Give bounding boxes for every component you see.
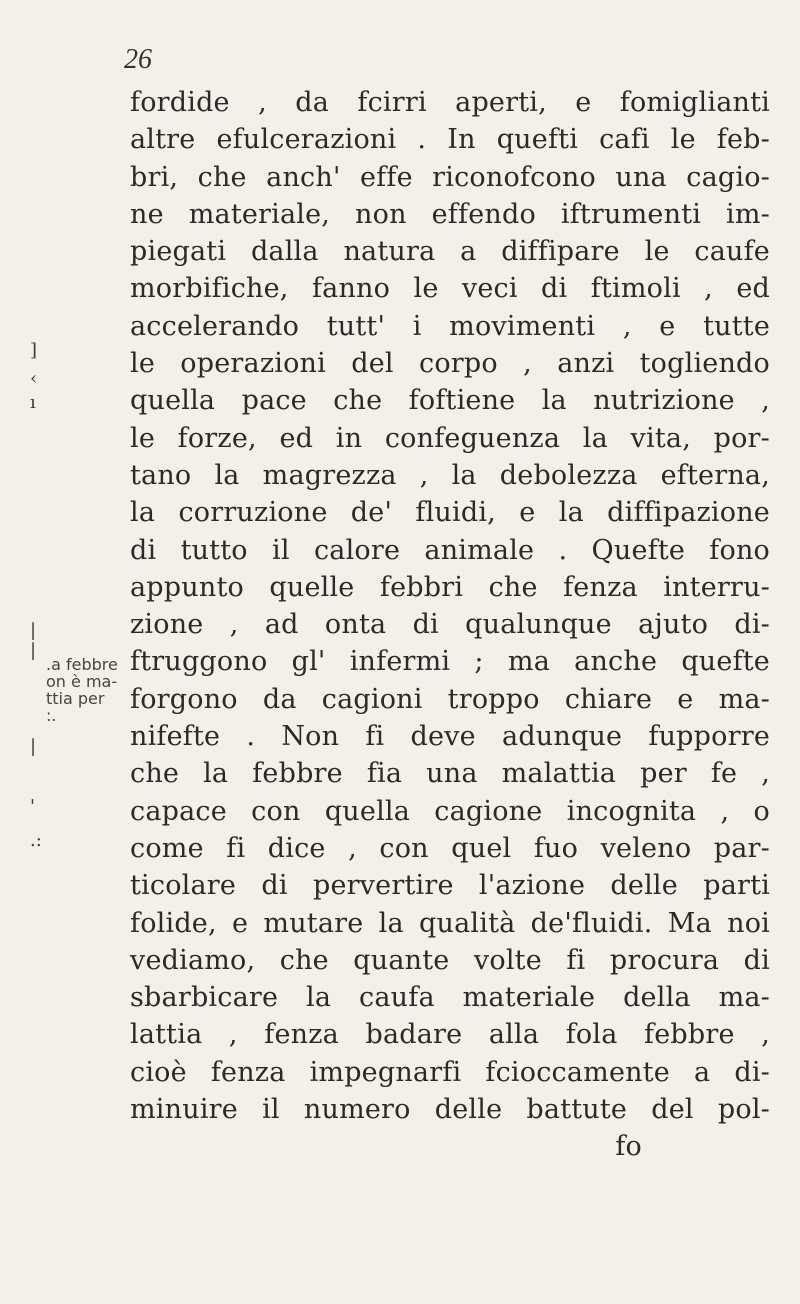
text-line: capace con quella cagione incognita , o	[130, 795, 770, 827]
margin-note	[46, 656, 128, 724]
page-number: 26	[124, 44, 152, 75]
text-line: come fi dice , con quel fuo veleno par-	[130, 832, 770, 864]
margin-note-line: .a febbre	[46, 655, 118, 674]
text-line: morbifiche, fanno le veci di ftimoli , ed	[130, 273, 770, 305]
text-line: le operazioni del corpo , anzi togliendo	[130, 348, 770, 380]
text-line: quella pace che foftiene la nutrizione ,	[130, 385, 770, 417]
catchword: fo	[615, 1131, 642, 1163]
text-line: ftruggono gl' infermi ; ma anche quefte	[130, 646, 770, 678]
text-line: fordide , da fcirri aperti, e fomiglianti	[130, 87, 770, 118]
margin-note-line: :.	[46, 706, 57, 725]
margin-note-line: ttia per	[46, 689, 105, 708]
text-line: zione , ad onta di qualunque ajuto di-	[130, 609, 770, 641]
margin-mark: ]	[30, 340, 38, 361]
text-line: lattia , fenza badare alla fola febbre ,	[130, 1019, 770, 1051]
text-line: minuire il numero delle battute del pol-	[130, 1094, 770, 1126]
text-line: sbarbicare la caufa materiale della ma-	[130, 982, 770, 1014]
text-line: accelerando tutt' i movimenti , e tutte	[130, 310, 770, 342]
margin-mark: ı	[30, 392, 36, 413]
text-line: tano la magrezza , la debolezza efterna,	[130, 459, 770, 491]
text-line: le forze, ed in confeguenza la vita, por-	[130, 422, 770, 454]
margin-mark: .:	[30, 830, 42, 851]
text-line: ticolare di pervertire l'azione delle parti	[130, 870, 770, 902]
margin-mark: |	[30, 640, 37, 661]
margin-mark: |	[30, 620, 37, 641]
margin-note-line: on è ma-	[46, 672, 118, 691]
margin-mark: |	[30, 736, 37, 757]
text-line: bri, che anch' effe riconofcono una cagio-	[130, 161, 770, 193]
text-line: forgono da cagioni troppo chiare e ma-	[130, 683, 770, 715]
text-line: piegati dalla natura a diffipare le caufe	[130, 236, 770, 268]
margin-mark: '	[30, 796, 35, 817]
body-text	[130, 84, 770, 1166]
text-line: cioè fenza impegnarfi fcioccamente a di-	[130, 1056, 770, 1088]
text-line: folide, e mutare la qualità de'fluidi. Ma noi	[130, 907, 770, 939]
text-line: di tutto il calore animale . Quefte fono	[130, 534, 770, 566]
text-line: nifefte . Non fi deve adunque fupporre	[130, 721, 770, 753]
text-line: appunto quelle febbri che fenza interru-	[130, 571, 770, 603]
text-line: ne materiale, non effendo iftrumenti im-	[130, 198, 770, 230]
margin-bleed-marks	[24, 0, 44, 1304]
text-line: che la febbre fia una malattia per fe ,	[130, 758, 770, 790]
text-line: altre efulcerazioni . In quefti cafi le feb-	[130, 124, 770, 156]
text-line: vediamo, che quante volte fi procura di	[130, 944, 770, 976]
text-line: la corruzione de' fluidi, e la diffipazione	[130, 497, 770, 529]
margin-mark: ‹	[30, 368, 38, 389]
